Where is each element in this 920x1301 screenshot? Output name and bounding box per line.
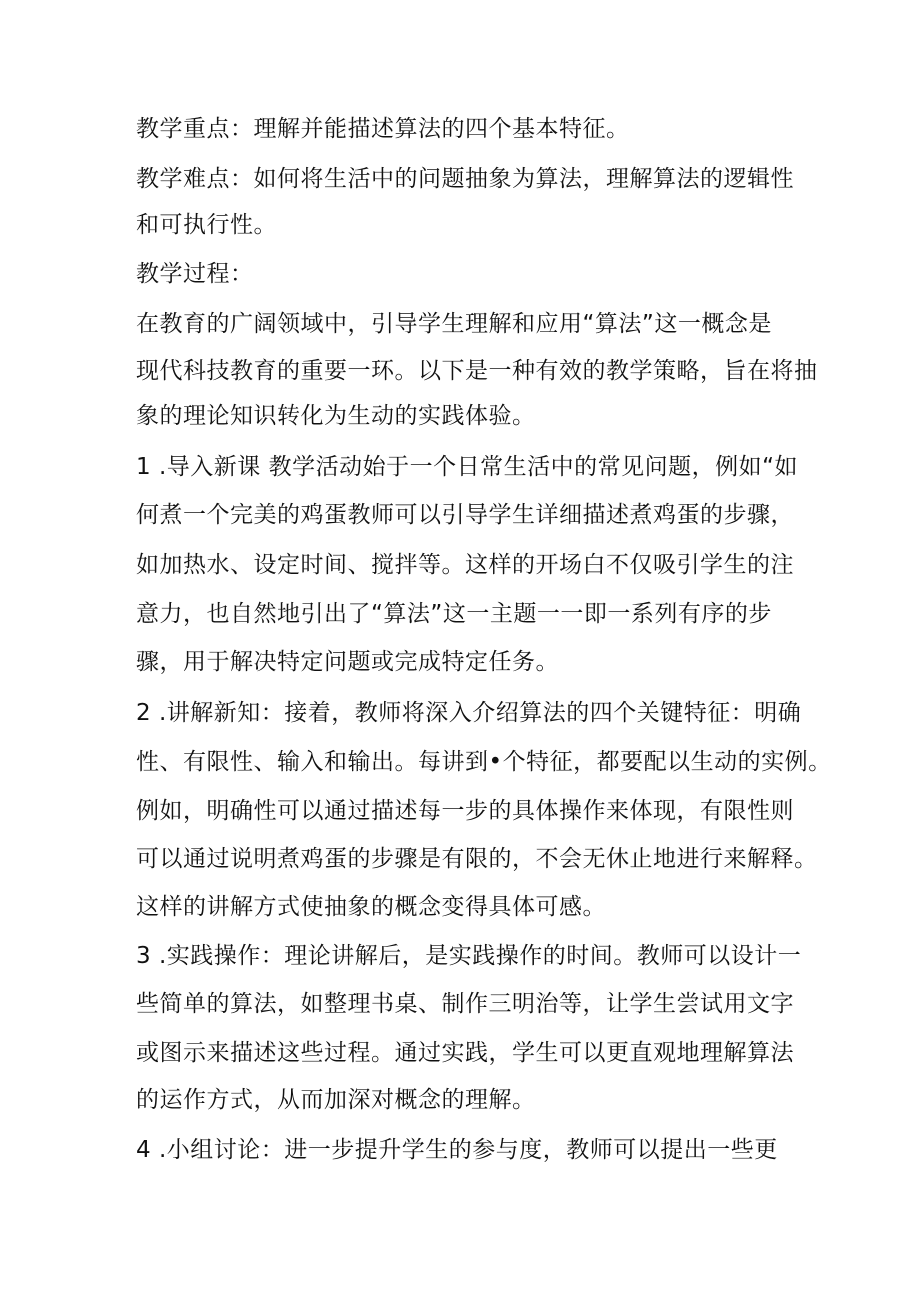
text-line: 意力，也自然地引出了“算法”这一主题一一即一系列有序的步 <box>136 601 772 627</box>
text-line: 的运作方式，从而加深对概念的理解。 <box>136 1087 536 1113</box>
text-line-step-1: 1 .导入新课 教学活动始于一个日常生活中的常见问题，例如“如 <box>136 454 798 480</box>
text-line-step-2: 2 .讲解新知：接着，教师将深入介绍算法的四个关键特征：明确 <box>136 700 802 726</box>
text-line: 这样的讲解方式使抽象的概念变得具体可感。 <box>136 894 606 920</box>
text-line: 可以通过说明煮鸡蛋的步骤是有限的，不会无休止地进行来解释。 <box>136 846 818 872</box>
text-line: 象的理论知识转化为生动的实践体验。 <box>136 403 536 429</box>
text-line: 些简单的算法，如整理书桌、制作三明治等，让学生尝试用文字 <box>136 991 794 1017</box>
text-line: 骤，用于解决特定问题或完成特定任务。 <box>136 649 559 675</box>
text-line: 如加热水、设定时间、搅拌等。这样的开场白不仅吸引学生的注 <box>136 552 794 578</box>
text-line-step-3: 3 .实践操作：理论讲解后，是实践操作的时间。教师可以设计一 <box>136 943 802 969</box>
text-line-process-heading: 教学过程： <box>136 261 254 287</box>
text-line: 例如，明确性可以通过描述每一步的具体操作来体现，有限性则 <box>136 798 794 824</box>
text-line: 何煮一个完美的鸡蛋教师可以引导学生详细描述煮鸡蛋的步骤， <box>136 502 794 528</box>
text-line-step-4: 4 .小组讨论：进一步提升学生的参与度，教师可以提出一些更 <box>136 1137 778 1163</box>
text-line: 性、有限性、输入和输出。每讲到•个特征，都要配以生动的实例。 <box>136 749 832 775</box>
text-line-difficulties: 教学难点：如何将生活中的问题抽象为算法，理解算法的逻辑性 <box>136 166 794 192</box>
text-line: 在教育的广阔领域中，引导学生理解和应用“算法”这一概念是 <box>136 311 772 337</box>
text-line: 现代科技教育的重要一环。以下是一种有效的教学策略，旨在将抽 <box>136 358 818 384</box>
text-line-key-points: 教学重点：理解并能描述算法的四个基本特征。 <box>136 116 630 142</box>
text-line: 和可执行性。 <box>136 212 277 238</box>
text-line: 或图示来描述这些过程。通过实践，学生可以更直观地理解算法 <box>136 1040 794 1066</box>
